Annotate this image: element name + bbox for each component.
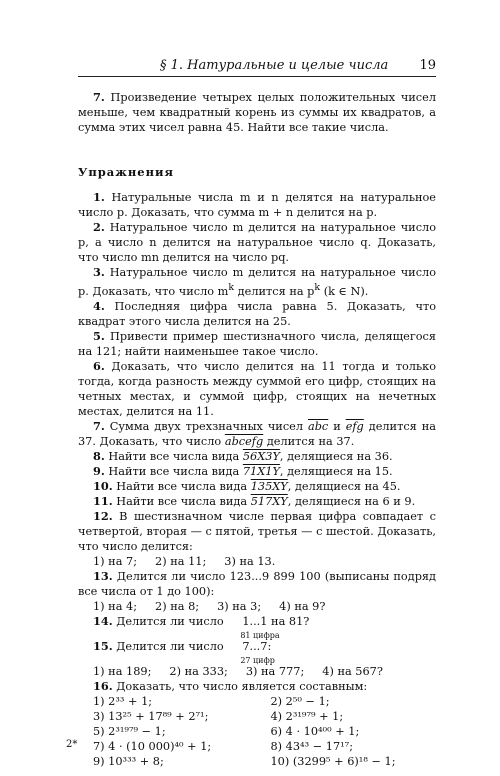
exercise-1: 1. Натуральные числа m и n делятся на натуральное число p. Доказать, что сумма m + n делится на p. (78, 190, 436, 219)
exercise-15: 15. Делится ли число 7...7 27 цифр : (93, 638, 275, 665)
exercise-14: 14. Делится ли число 1...1 81 цифра на 81? (93, 613, 310, 640)
exercise-2: 2. Натуральное число m делится на натуральное число p, а число n делится на натуральное число q. Доказать, что число mn делится на число pq. (78, 220, 436, 264)
spacer (78, 135, 436, 165)
exercise-7: 7. Сумма двух трехзначных чисел $\overline{abc}$ и $\overline{efg}$ делится на 37. Доказать, что число abcefg делится на 37. (78, 418, 436, 448)
exercise-8: 8. Найти все числа вида 56X3Y, делящиеся на 36. (93, 448, 393, 463)
exercise-9: 9. Найти все числа вида 71X1Y, делящиеся на 15. (93, 463, 393, 478)
exercise-5: 5. Привести пример шестизначного числа, делящегося на 121; найти наименьшее такое число. (78, 328, 436, 358)
page-content (78, 90, 436, 769)
running-header (78, 56, 436, 77)
exercise-12-options: 1) на 7; 2) на 11; 3) на 13. (93, 554, 276, 568)
underbrace-81: 1...1 81 цифра (240, 614, 280, 640)
signature-mark: 2* (66, 739, 78, 750)
problem-7: 7. Произведение четырех целых положительных чисел меньше, чем квадратный корень из суммы их квадратов, а сумма этих чисел равна 45. Найти все такие числа. (78, 90, 437, 134)
header-title: § 1. Натуральные и целые числа (160, 58, 389, 73)
exercise-16-items: 1) 2³³ + 1; 2) 2⁵⁰ − 1; 3) 13²⁵ + 17⁸⁹ + 2⁷¹; 4) 2³¹⁹⁷⁹ + 1; 5) 2³¹⁹⁷⁹ − 1; 6) 4 · 10⁴⁰⁰ + 1; 7) 4 · (10 000)⁴⁰ + 1; 8) 43⁴³ − 17¹⁷; 9) 10³³³ + 8; 10) (3299⁵ + 6)¹⁸ − 1; (93, 694, 396, 768)
exercise-4: 4. Последняя цифра числа равна 5. Доказать, что квадрат этого числа делится на 25. (78, 298, 436, 328)
exercise-15-options: 1) на 189; 2) на 333; 3) на 777; 4) на 567? (93, 664, 383, 678)
exercise-10: 10. Найти все числа вида 135XY, делящиеся на 45. (93, 478, 401, 493)
exercise-16: 16. Доказать, что число является составным: (93, 678, 368, 693)
underbrace-27: 7...7 27 цифр (240, 639, 275, 665)
exercise-12: 12. В шестизначном числе первая цифра совпадает с четвертой, вторая — с пятой, третья — с шестой. Доказать, что число делится: (78, 508, 436, 553)
exercise-3: 3. Натуральное число m делится на натуральное число p. Доказать, что число $m^k$ делится на $p^k$ (k ∈ N). (78, 265, 436, 298)
exercise-11: 11. Найти все числа вида 517XY, делящиеся на 6 и 9. (93, 493, 416, 508)
exercise-13-options: 1) на 4; 2) на 8; 3) на 3; 4) на 9? (93, 599, 326, 613)
section-title: Упражнения (78, 165, 175, 179)
exercise-6: 6. Доказать, что число делится на 11 тогда и только тогда, когда разность между суммой его цифр, стоящих на четных местах, и суммой цифр, стоящих на нечетных местах, делится на 11. (78, 358, 436, 418)
page-number: 19 (419, 58, 436, 73)
exercise-13: 13. Делится ли число 123...9 899 100 (выписаны подряд все числа от 1 до 100): (78, 568, 437, 598)
